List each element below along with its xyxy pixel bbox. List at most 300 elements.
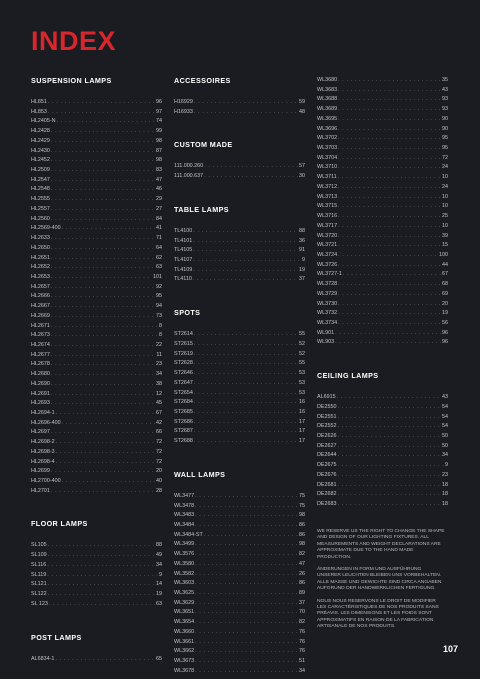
product-code: DE2681 — [317, 481, 337, 488]
page-ref: 101 — [153, 273, 162, 280]
product-code: ST2647 — [174, 379, 193, 386]
page-ref: 26 — [299, 570, 305, 577]
product-code: SL116 — [31, 561, 47, 568]
product-code: DE2626 — [317, 433, 337, 439]
dot-leader — [194, 418, 298, 428]
product-code: HL2548 — [31, 186, 50, 193]
section-title: TABLE LAMPS — [174, 204, 229, 214]
section-spots — [174, 308, 305, 447]
page-ref: 16 — [299, 408, 305, 415]
product-code: WL3726 — [317, 261, 338, 268]
page-ref: 88 — [299, 227, 305, 234]
disclaimer-german: ÄNDERUNGEN IN FORM UND AUSFÜHRUNG UNSERER LEUCHTEN BLEIBEN UNS VORBEHALTEN. ALLE MASSE UND GEWICHTE SIND CIRCA ANGABEN AUFGRUND DER HANDWERKLICHEN FERTIGUNG. — [317, 567, 442, 592]
dot-leader — [194, 437, 298, 447]
page-ref: 73 — [156, 312, 162, 319]
dot-leader — [338, 173, 441, 183]
index-entry — [174, 359, 305, 369]
page-ref: 49 — [156, 552, 162, 559]
spacer — [174, 285, 305, 308]
index-entry — [31, 341, 162, 351]
index-entry — [31, 428, 162, 438]
page-ref: 88 — [156, 542, 162, 549]
page-title: INDEX — [31, 26, 117, 56]
index-entry — [31, 551, 162, 561]
product-code: HL2547 — [31, 176, 50, 183]
dot-leader — [51, 156, 155, 166]
dot-leader — [51, 360, 155, 370]
product-code: ST2687 — [174, 428, 193, 435]
page-ref: 35 — [442, 77, 448, 83]
index-entry — [31, 360, 162, 370]
product-code: HL2690 — [31, 380, 50, 387]
product-code: HL2677 — [31, 351, 50, 358]
section-title: FLOOR LAMPS — [31, 519, 88, 529]
dot-leader — [57, 117, 155, 127]
index-entry — [317, 95, 448, 105]
dot-leader — [194, 330, 298, 340]
index-entry — [174, 502, 305, 512]
product-code: DE2675 — [317, 462, 337, 469]
dot-leader — [51, 370, 155, 380]
index-entry — [174, 492, 305, 502]
page-ref: 62 — [156, 254, 162, 261]
dot-leader — [338, 232, 441, 242]
dot-leader — [48, 541, 155, 551]
page-ref: 24 — [442, 183, 448, 190]
page-ref: 75 — [299, 502, 305, 509]
page-ref: 52 — [299, 340, 305, 347]
product-code: WL3478 — [174, 502, 195, 509]
product-code: WL3603 — [174, 580, 195, 587]
index-entry — [174, 628, 305, 638]
dot-leader — [338, 193, 441, 203]
section-ceiling-lamps — [317, 371, 448, 510]
index-entry — [317, 232, 448, 242]
product-code: TL4105 — [174, 247, 193, 254]
index-entry — [174, 667, 305, 677]
product-code: DE2551 — [317, 413, 337, 420]
index-entry — [317, 212, 448, 222]
index-entry — [174, 540, 305, 550]
page-ref: 96 — [442, 339, 448, 346]
index-entry — [31, 458, 162, 468]
dot-leader — [195, 550, 298, 560]
page-ref: 66 — [156, 429, 162, 436]
product-code: H16933 — [174, 108, 193, 115]
page-ref: 19 — [156, 591, 162, 598]
index-entry — [31, 215, 162, 225]
product-code: HL2657 — [31, 283, 50, 290]
index-entry — [317, 432, 448, 442]
page-ref: 75 — [299, 492, 305, 499]
section-title: ACCESSOIRES — [174, 76, 231, 85]
page-ref: 52 — [299, 350, 305, 357]
dot-leader — [51, 390, 155, 400]
page-ref: 38 — [156, 380, 162, 387]
page-ref: 95 — [156, 293, 162, 300]
index-entry — [317, 280, 448, 290]
product-code: HL2405-N — [31, 118, 56, 125]
spacer — [31, 610, 162, 633]
page-ref: 43 — [442, 394, 448, 401]
page-ref: 98 — [156, 157, 162, 164]
product-code: HL2452 — [31, 157, 50, 164]
product-code: WL3711 — [317, 174, 337, 181]
page-ref: 8 — [159, 332, 162, 339]
page-ref: 24 — [442, 164, 448, 171]
dot-leader — [193, 256, 301, 266]
dot-leader — [51, 322, 158, 332]
product-code: TL4101 — [174, 237, 193, 244]
dot-leader — [195, 608, 298, 618]
index-entry — [174, 162, 305, 172]
product-code: HL2700-400 — [31, 478, 61, 485]
dot-leader — [338, 222, 441, 232]
page-ref: 98 — [299, 512, 305, 519]
product-code: WL3703 — [317, 145, 338, 152]
page-ref: 67 — [442, 271, 448, 278]
product-code: WL3576 — [174, 551, 195, 558]
product-code: WL3661 — [174, 638, 195, 645]
dot-leader — [51, 166, 155, 176]
index-column-3 — [317, 76, 448, 510]
page-ref: 55 — [299, 331, 305, 338]
index-entry — [317, 125, 448, 135]
section-title: WALL LAMPS — [174, 469, 226, 479]
dot-leader — [62, 419, 155, 429]
index-entry — [174, 389, 305, 399]
dot-leader — [338, 261, 441, 271]
product-code: HL2696-400 — [31, 419, 61, 426]
index-entry — [317, 86, 448, 96]
dot-leader — [51, 302, 155, 312]
product-code: WL3580 — [174, 560, 195, 567]
index-entry — [31, 205, 162, 215]
index-entry — [31, 147, 162, 157]
dot-leader — [194, 389, 298, 399]
section-title: POST LAMPS — [31, 632, 82, 642]
page-ref: 11 — [156, 351, 162, 358]
page-ref: 39 — [442, 232, 448, 239]
page-ref: 12 — [156, 390, 162, 397]
section-wall-lamps-continued — [317, 76, 448, 348]
page-ref: 76 — [299, 638, 305, 645]
dot-leader — [195, 560, 298, 570]
page-ref: 53 — [299, 379, 305, 386]
index-entry — [317, 144, 448, 154]
page-ref: 94 — [156, 303, 162, 310]
page-ref: 87 — [156, 147, 162, 154]
spacer — [31, 496, 162, 519]
product-code: HL2555 — [31, 196, 50, 203]
product-code: HL2674 — [31, 341, 50, 348]
page-ref: 47 — [299, 560, 305, 567]
spacer — [317, 348, 448, 371]
product-code: SL 123 — [31, 600, 48, 607]
product-code: WL3683 — [317, 86, 338, 93]
dot-leader — [338, 105, 441, 115]
index-entry — [174, 340, 305, 350]
index-entry — [174, 657, 305, 667]
page-ref: 68 — [442, 281, 448, 288]
dot-leader — [338, 134, 441, 144]
page-ref: 59 — [299, 99, 305, 105]
index-entry — [317, 329, 448, 339]
page-ref: 56 — [442, 319, 448, 326]
index-entry — [174, 618, 305, 628]
page-ref: 89 — [299, 590, 305, 596]
page-ref: 54 — [442, 403, 448, 410]
index-entry — [317, 115, 448, 125]
page-ref: 65 — [156, 655, 162, 662]
dot-leader — [204, 162, 298, 172]
index-entry — [174, 608, 305, 618]
dot-leader — [51, 263, 155, 273]
product-code: ST2654 — [174, 389, 193, 396]
page-ref: 72 — [442, 154, 448, 161]
page-ref: 23 — [156, 361, 162, 368]
index-entry — [317, 393, 448, 403]
product-code: HL2428 — [31, 128, 50, 135]
dot-leader — [195, 540, 298, 550]
dot-leader — [204, 531, 298, 541]
dot-leader — [338, 154, 441, 164]
dot-leader — [338, 212, 441, 222]
page-number: 107 — [443, 644, 459, 654]
page-ref: 48 — [299, 108, 305, 115]
dot-leader — [51, 234, 155, 244]
index-entry — [31, 98, 162, 108]
product-code: HL2680 — [31, 371, 50, 378]
product-code: HL2698-4 — [31, 458, 55, 465]
index-entry — [174, 98, 305, 108]
product-code: WL3734 — [317, 319, 338, 326]
page-ref: 8 — [159, 322, 162, 329]
section-title: CEILING LAMPS — [317, 371, 379, 381]
index-entry — [31, 600, 162, 610]
index-entry — [174, 570, 305, 580]
product-code: WL3715 — [317, 203, 338, 210]
product-code: WL3713 — [317, 193, 338, 200]
page-ref: 82 — [299, 619, 305, 626]
section-suspension-lamps — [31, 76, 162, 496]
dot-leader — [49, 600, 155, 610]
index-entry — [31, 224, 162, 234]
page-ref: 29 — [156, 196, 162, 203]
dot-leader — [56, 438, 155, 448]
index-entry — [31, 541, 162, 551]
page-ref: 10 — [442, 203, 448, 210]
dot-leader — [51, 428, 155, 438]
product-code: WL3484-ST — [174, 531, 203, 538]
dot-leader — [193, 266, 298, 276]
page-ref: 22 — [156, 341, 162, 348]
section-title: SUSPENSION LAMPS — [31, 76, 112, 85]
index-column-2 — [174, 76, 305, 676]
page-ref: 18 — [442, 481, 448, 488]
dot-leader — [195, 492, 298, 502]
section-title: CUSTOM MADE — [174, 140, 233, 150]
product-code: WL3689 — [317, 106, 338, 113]
index-entry — [31, 580, 162, 590]
page-ref: 92 — [156, 283, 162, 290]
index-entry — [317, 338, 448, 348]
product-code: HL2693 — [31, 400, 50, 407]
page-ref: 96 — [156, 99, 162, 105]
page-ref: 83 — [156, 167, 162, 174]
page-ref: 50 — [442, 442, 448, 449]
dot-leader — [51, 127, 155, 137]
index-entry — [174, 379, 305, 389]
product-code: WL3724 — [317, 251, 338, 258]
page-ref: 28 — [156, 487, 162, 494]
index-entry — [174, 398, 305, 408]
spacer — [174, 447, 305, 470]
dot-leader — [47, 571, 158, 581]
index-entry — [317, 222, 448, 232]
page-ref: 20 — [156, 468, 162, 475]
dot-leader — [338, 251, 438, 261]
index-entry — [174, 550, 305, 560]
index-entry — [317, 442, 448, 452]
product-code: ST2646 — [174, 370, 193, 377]
section-post-lamps — [31, 633, 162, 665]
index-entry — [317, 173, 448, 183]
product-code: WL3732 — [317, 310, 338, 317]
dot-leader — [194, 98, 298, 108]
product-code: HL2569-400 — [31, 225, 61, 232]
page-ref: 93 — [442, 106, 448, 113]
product-code: HL851 — [31, 99, 47, 105]
index-entry — [317, 154, 448, 164]
dot-leader — [48, 108, 155, 118]
index-entry — [174, 275, 305, 285]
dot-leader — [337, 500, 441, 510]
page-ref: 84 — [156, 215, 162, 222]
product-code: SL109 — [31, 552, 47, 559]
product-code: HL2694-1 — [31, 410, 55, 416]
product-code: HL2429 — [31, 137, 50, 144]
index-entry — [317, 134, 448, 144]
dot-leader — [338, 115, 441, 125]
page-ref: 74 — [156, 118, 162, 125]
product-code: ST2628 — [174, 360, 193, 367]
page-ref: 34 — [156, 561, 162, 568]
dot-leader — [193, 237, 298, 247]
dot-leader — [338, 319, 441, 329]
dot-leader — [51, 292, 155, 302]
product-code: WL3704 — [317, 154, 338, 161]
index-entry — [174, 521, 305, 531]
product-code: ST2685 — [174, 408, 193, 415]
index-entry — [174, 246, 305, 256]
product-code: WL3625 — [174, 590, 195, 596]
page-ref: 46 — [156, 186, 162, 193]
dot-leader — [337, 403, 441, 413]
index-entry — [31, 166, 162, 176]
dot-leader — [195, 638, 298, 648]
index-entry — [31, 108, 162, 118]
index-entry — [31, 137, 162, 147]
product-code: DE2552 — [317, 423, 337, 430]
index-entry — [31, 254, 162, 264]
product-code: HL2669 — [31, 312, 50, 319]
index-entry — [317, 261, 448, 271]
dot-leader — [51, 331, 158, 341]
dot-leader — [62, 224, 155, 234]
page-ref: 71 — [156, 235, 162, 242]
product-code: WL3728 — [317, 281, 338, 288]
dot-leader — [338, 241, 441, 251]
index-entry — [174, 256, 305, 266]
product-code: HL2652 — [31, 264, 50, 271]
dot-leader — [337, 481, 441, 491]
page-ref: 76 — [299, 648, 305, 655]
page-ref: 86 — [299, 580, 305, 587]
page-ref: 30 — [299, 173, 305, 180]
index-entry — [31, 409, 162, 419]
page-ref: 14 — [156, 581, 162, 588]
product-code: ST2688 — [174, 438, 193, 445]
index-entry — [31, 655, 162, 665]
product-code: WL903 — [317, 339, 335, 346]
page-ref: 17 — [299, 438, 305, 445]
product-code: DE2676 — [317, 471, 337, 478]
dot-leader — [194, 379, 298, 389]
index-entry — [31, 185, 162, 195]
index-entry — [174, 589, 305, 599]
index-entry — [174, 638, 305, 648]
index-entry — [174, 579, 305, 589]
index-entry — [174, 418, 305, 428]
dot-leader — [51, 137, 155, 147]
page-ref: 47 — [156, 176, 162, 183]
dot-leader — [51, 195, 155, 205]
spacer — [174, 117, 305, 140]
page-ref: 69 — [442, 290, 448, 297]
index-entry — [31, 234, 162, 244]
page-ref: 42 — [156, 419, 162, 426]
product-code: 111.000.637 — [174, 173, 204, 180]
page-ref: 91 — [299, 247, 305, 254]
page-ref: 95 — [442, 145, 448, 152]
product-code: WL3721 — [317, 242, 338, 249]
index-entry — [317, 451, 448, 461]
index-entry — [317, 193, 448, 203]
product-code: ST2615 — [174, 340, 193, 347]
index-entry — [31, 312, 162, 322]
dot-leader — [51, 205, 155, 215]
dot-leader — [338, 300, 441, 310]
index-entry — [31, 399, 162, 409]
section-custom-made — [174, 140, 305, 181]
index-entry — [317, 422, 448, 432]
index-entry — [31, 438, 162, 448]
index-entry — [174, 350, 305, 360]
page-ref: 10 — [442, 222, 448, 229]
product-code: WL3582 — [174, 570, 195, 577]
page-ref: 34 — [442, 452, 448, 459]
dot-leader — [48, 580, 155, 590]
dot-leader — [195, 657, 298, 667]
product-code: HL853 — [31, 108, 47, 115]
product-code: HL2691 — [31, 390, 50, 397]
index-entry — [317, 183, 448, 193]
page-ref: 67 — [156, 410, 162, 416]
product-code: HL2671 — [31, 322, 50, 329]
page-ref: 63 — [156, 264, 162, 271]
page-ref: 72 — [156, 439, 162, 446]
